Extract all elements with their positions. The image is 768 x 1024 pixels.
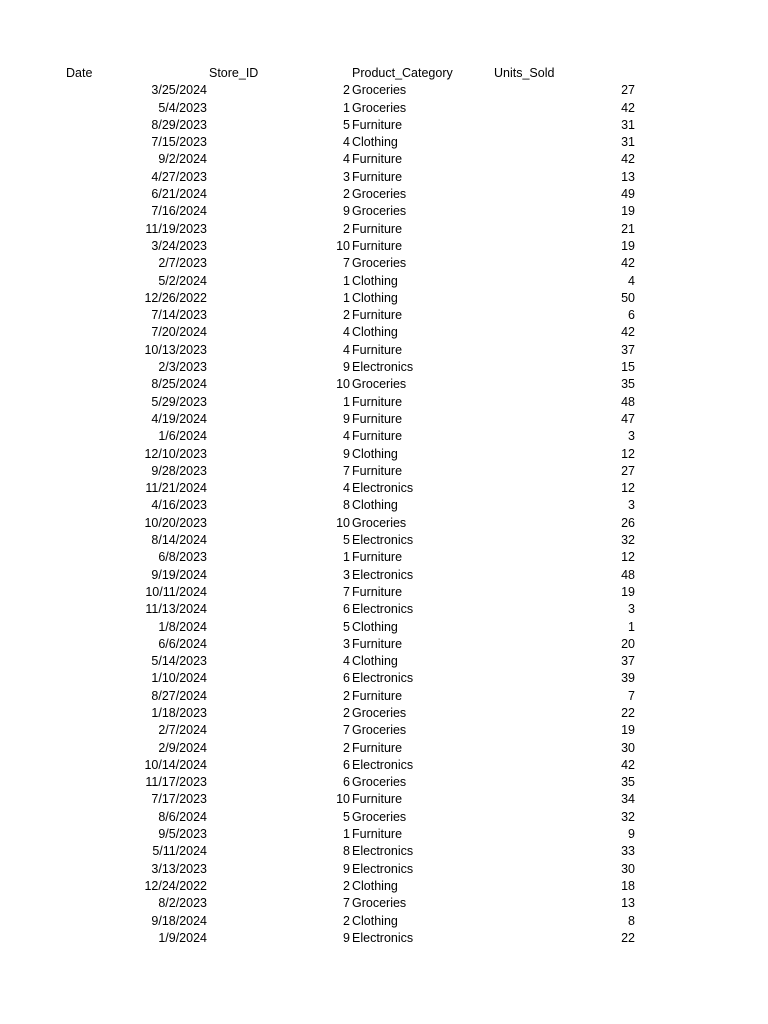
table-row <box>0 186 768 203</box>
cell-product-category: Furniture <box>352 238 403 253</box>
cell-store-id: 2 <box>343 308 350 323</box>
cell-date: 10/20/2023 <box>144 515 207 530</box>
cell-units-sold: 42 <box>621 152 635 167</box>
cell-store-id: 2 <box>343 913 350 928</box>
table-row <box>0 809 768 826</box>
cell-date: 11/21/2024 <box>145 481 207 496</box>
cell-date: 1/18/2023 <box>151 705 207 720</box>
cell-store-id: 1 <box>343 394 350 409</box>
cell-store-id: 10 <box>336 377 350 392</box>
cell-product-category: Groceries <box>352 377 407 392</box>
cell-product-category: Furniture <box>352 342 403 357</box>
table-row <box>0 619 768 636</box>
table-row <box>0 549 768 566</box>
cell-store-id: 8 <box>343 844 350 859</box>
table-row <box>0 324 768 341</box>
cell-store-id: 3 <box>343 169 350 184</box>
cell-store-id: 3 <box>343 567 350 582</box>
cell-store-id: 2 <box>343 878 350 893</box>
cell-product-category: Electronics <box>352 757 414 772</box>
cell-date: 3/25/2024 <box>151 83 207 98</box>
table-row <box>0 722 768 739</box>
cell-units-sold: 34 <box>621 792 635 807</box>
cell-product-category: Groceries <box>352 187 407 202</box>
table-row <box>0 428 768 445</box>
cell-product-category: Groceries <box>352 809 407 824</box>
cell-units-sold: 32 <box>621 809 635 824</box>
cell-units-sold: 13 <box>621 169 635 184</box>
cell-date: 2/3/2023 <box>158 360 207 375</box>
table-row <box>0 221 768 238</box>
cell-units-sold: 27 <box>621 463 635 478</box>
cell-store-id: 5 <box>343 117 350 132</box>
table-row <box>0 515 768 532</box>
cell-product-category: Groceries <box>352 775 407 790</box>
cell-store-id: 7 <box>343 723 350 738</box>
cell-store-id: 6 <box>343 602 350 617</box>
cell-date: 4/27/2023 <box>151 169 207 184</box>
cell-store-id: 6 <box>343 775 350 790</box>
cell-units-sold: 35 <box>621 377 635 392</box>
table-row <box>0 653 768 670</box>
cell-product-category: Electronics <box>352 930 414 945</box>
header-store-id: Store_ID <box>209 66 259 80</box>
cell-store-id: 10 <box>336 792 350 807</box>
cell-store-id: 4 <box>343 429 350 444</box>
cell-units-sold: 30 <box>621 740 635 755</box>
cell-store-id: 2 <box>343 83 350 98</box>
table-row <box>0 670 768 687</box>
cell-date: 5/2/2024 <box>158 273 207 288</box>
cell-product-category: Clothing <box>352 654 398 669</box>
cell-date: 5/11/2024 <box>152 844 207 859</box>
cell-product-category: Furniture <box>352 117 403 132</box>
cell-units-sold: 49 <box>621 187 635 202</box>
cell-units-sold: 6 <box>628 308 635 323</box>
cell-date: 4/19/2024 <box>151 411 207 426</box>
cell-product-category: Clothing <box>352 325 398 340</box>
table-row <box>0 411 768 428</box>
cell-date: 12/24/2022 <box>144 878 207 893</box>
cell-product-category: Electronics <box>352 567 414 582</box>
cell-store-id: 1 <box>343 100 350 115</box>
table-row <box>0 117 768 134</box>
table-row <box>0 394 768 411</box>
cell-store-id: 5 <box>343 619 350 634</box>
table-row <box>0 688 768 705</box>
cell-store-id: 6 <box>343 757 350 772</box>
cell-units-sold: 27 <box>621 83 635 98</box>
cell-date: 12/26/2022 <box>144 290 207 305</box>
cell-units-sold: 22 <box>621 930 635 945</box>
cell-store-id: 9 <box>343 861 350 876</box>
cell-units-sold: 32 <box>621 533 635 548</box>
header-product-category: Product_Category <box>352 66 453 80</box>
cell-units-sold: 26 <box>621 515 635 530</box>
table-row <box>0 497 768 514</box>
table-row <box>0 273 768 290</box>
table-row <box>0 290 768 307</box>
cell-store-id: 1 <box>343 827 350 842</box>
cell-product-category: Groceries <box>352 100 407 115</box>
table-row <box>0 878 768 895</box>
cell-units-sold: 42 <box>621 757 635 772</box>
cell-store-id: 9 <box>343 411 350 426</box>
cell-product-category: Electronics <box>352 861 414 876</box>
table-row <box>0 584 768 601</box>
cell-units-sold: 4 <box>628 273 635 288</box>
table-row <box>0 757 768 774</box>
cell-date: 8/6/2024 <box>158 809 207 824</box>
cell-product-category: Groceries <box>352 705 407 720</box>
cell-date: 9/28/2023 <box>151 463 207 478</box>
table-row <box>0 376 768 393</box>
cell-date: 3/24/2023 <box>151 238 207 253</box>
table-row <box>0 307 768 324</box>
table-row <box>0 705 768 722</box>
cell-date: 5/29/2023 <box>151 394 207 409</box>
cell-product-category: Electronics <box>352 844 414 859</box>
cell-product-category: Groceries <box>352 256 407 271</box>
header-units-sold: Units_Sold <box>494 66 555 80</box>
cell-units-sold: 30 <box>621 861 635 876</box>
cell-product-category: Clothing <box>352 913 398 928</box>
cell-date: 6/6/2024 <box>158 636 207 651</box>
cell-store-id: 9 <box>343 204 350 219</box>
table-row <box>0 134 768 151</box>
cell-product-category: Clothing <box>352 135 398 150</box>
cell-store-id: 4 <box>343 135 350 150</box>
table-row <box>0 151 768 168</box>
cell-units-sold: 19 <box>621 584 635 599</box>
cell-date: 11/17/2023 <box>145 775 207 790</box>
cell-date: 9/5/2023 <box>158 827 207 842</box>
cell-product-category: Furniture <box>352 394 403 409</box>
cell-store-id: 1 <box>343 290 350 305</box>
cell-product-category: Furniture <box>352 463 403 478</box>
cell-units-sold: 42 <box>621 256 635 271</box>
cell-units-sold: 13 <box>621 896 635 911</box>
table-row <box>0 480 768 497</box>
cell-date: 8/25/2024 <box>151 377 207 392</box>
cell-units-sold: 15 <box>621 360 635 375</box>
cell-product-category: Electronics <box>352 602 414 617</box>
cell-units-sold: 42 <box>621 100 635 115</box>
table-row <box>0 826 768 843</box>
cell-store-id: 7 <box>343 896 350 911</box>
table-row <box>0 255 768 272</box>
table-row <box>0 740 768 757</box>
cell-date: 11/19/2023 <box>145 221 207 236</box>
cell-date: 9/2/2024 <box>158 152 207 167</box>
table-row <box>0 203 768 220</box>
cell-date: 9/18/2024 <box>151 913 207 928</box>
cell-date: 7/17/2023 <box>151 792 207 807</box>
cell-product-category: Clothing <box>352 619 398 634</box>
cell-product-category: Electronics <box>352 481 414 496</box>
cell-units-sold: 31 <box>621 135 635 150</box>
cell-units-sold: 1 <box>628 619 635 634</box>
cell-product-category: Furniture <box>352 152 403 167</box>
cell-store-id: 3 <box>343 636 350 651</box>
cell-date: 2/9/2024 <box>158 740 207 755</box>
cell-product-category: Clothing <box>352 498 398 513</box>
cell-store-id: 2 <box>343 221 350 236</box>
cell-units-sold: 9 <box>628 827 635 842</box>
cell-date: 6/8/2023 <box>158 550 207 565</box>
cell-units-sold: 35 <box>621 775 635 790</box>
cell-product-category: Furniture <box>352 827 403 842</box>
cell-date: 10/13/2023 <box>144 342 207 357</box>
cell-units-sold: 42 <box>621 325 635 340</box>
data-sheet <box>0 65 768 947</box>
cell-store-id: 4 <box>343 481 350 496</box>
table-row <box>0 861 768 878</box>
cell-date: 11/13/2024 <box>145 602 207 617</box>
table-row <box>0 930 768 947</box>
cell-units-sold: 12 <box>621 481 635 496</box>
cell-date: 9/19/2024 <box>151 567 207 582</box>
cell-store-id: 8 <box>343 498 350 513</box>
cell-units-sold: 47 <box>621 411 635 426</box>
table-row <box>0 601 768 618</box>
cell-product-category: Groceries <box>352 83 407 98</box>
cell-units-sold: 12 <box>621 446 635 461</box>
cell-units-sold: 48 <box>621 567 635 582</box>
cell-date: 10/14/2024 <box>144 757 207 772</box>
cell-product-category: Furniture <box>352 688 403 703</box>
cell-units-sold: 37 <box>621 342 635 357</box>
cell-store-id: 9 <box>343 446 350 461</box>
cell-store-id: 7 <box>343 584 350 599</box>
cell-product-category: Furniture <box>352 221 403 236</box>
cell-date: 5/14/2023 <box>151 654 207 669</box>
cell-store-id: 4 <box>343 325 350 340</box>
cell-date: 1/10/2024 <box>151 671 207 686</box>
cell-units-sold: 37 <box>621 654 635 669</box>
cell-units-sold: 3 <box>628 429 635 444</box>
cell-units-sold: 33 <box>621 844 635 859</box>
table-row <box>0 636 768 653</box>
cell-product-category: Electronics <box>352 533 414 548</box>
header-date: Date <box>66 66 93 80</box>
cell-date: 2/7/2024 <box>158 723 207 738</box>
cell-product-category: Furniture <box>352 550 403 565</box>
table-row <box>0 100 768 117</box>
cell-product-category: Clothing <box>352 446 398 461</box>
cell-units-sold: 48 <box>621 394 635 409</box>
cell-product-category: Groceries <box>352 515 407 530</box>
cell-store-id: 4 <box>343 654 350 669</box>
cell-date: 8/2/2023 <box>158 896 207 911</box>
cell-store-id: 9 <box>343 360 350 375</box>
cell-units-sold: 19 <box>621 238 635 253</box>
cell-date: 3/13/2023 <box>151 861 207 876</box>
cell-units-sold: 31 <box>621 117 635 132</box>
cell-units-sold: 20 <box>621 636 635 651</box>
table-row <box>0 342 768 359</box>
table-row <box>0 82 768 99</box>
cell-date: 5/4/2023 <box>158 100 207 115</box>
cell-date: 1/6/2024 <box>158 429 207 444</box>
cell-store-id: 7 <box>343 463 350 478</box>
cell-date: 7/16/2024 <box>151 204 207 219</box>
cell-date: 1/8/2024 <box>158 619 207 634</box>
cell-units-sold: 18 <box>621 878 635 893</box>
table-row <box>0 532 768 549</box>
cell-store-id: 5 <box>343 533 350 548</box>
cell-date: 8/14/2024 <box>151 533 207 548</box>
cell-date: 6/21/2024 <box>151 187 207 202</box>
cell-store-id: 10 <box>336 238 350 253</box>
cell-store-id: 9 <box>343 930 350 945</box>
cell-product-category: Furniture <box>352 636 403 651</box>
cell-product-category: Furniture <box>352 308 403 323</box>
cell-product-category: Clothing <box>352 878 398 893</box>
cell-units-sold: 8 <box>628 913 635 928</box>
cell-product-category: Furniture <box>352 411 403 426</box>
cell-units-sold: 12 <box>621 550 635 565</box>
cell-product-category: Groceries <box>352 204 407 219</box>
cell-units-sold: 22 <box>621 705 635 720</box>
cell-units-sold: 19 <box>621 723 635 738</box>
table-row <box>0 463 768 480</box>
cell-date: 8/29/2023 <box>151 117 207 132</box>
table-body <box>0 82 768 947</box>
cell-date: 7/14/2023 <box>151 308 207 323</box>
cell-product-category: Furniture <box>352 429 403 444</box>
cell-date: 7/15/2023 <box>151 135 207 150</box>
cell-store-id: 10 <box>336 515 350 530</box>
cell-units-sold: 3 <box>628 602 635 617</box>
cell-product-category: Clothing <box>352 290 398 305</box>
cell-product-category: Electronics <box>352 360 414 375</box>
cell-units-sold: 50 <box>621 290 635 305</box>
cell-store-id: 6 <box>343 671 350 686</box>
cell-store-id: 1 <box>343 550 350 565</box>
cell-units-sold: 3 <box>628 498 635 513</box>
cell-product-category: Furniture <box>352 792 403 807</box>
cell-store-id: 7 <box>343 256 350 271</box>
cell-date: 7/20/2024 <box>151 325 207 340</box>
cell-product-category: Groceries <box>352 896 407 911</box>
table-row <box>0 913 768 930</box>
cell-units-sold: 7 <box>628 688 635 703</box>
cell-product-category: Furniture <box>352 740 403 755</box>
cell-product-category: Furniture <box>352 169 403 184</box>
cell-store-id: 2 <box>343 688 350 703</box>
table-row <box>0 774 768 791</box>
cell-product-category: Electronics <box>352 671 414 686</box>
table-row <box>0 238 768 255</box>
table-row <box>0 843 768 860</box>
table-row <box>0 169 768 186</box>
cell-store-id: 4 <box>343 342 350 357</box>
cell-units-sold: 21 <box>621 221 635 236</box>
cell-date: 4/16/2023 <box>151 498 207 513</box>
cell-product-category: Clothing <box>352 273 398 288</box>
table-row <box>0 446 768 463</box>
cell-store-id: 5 <box>343 809 350 824</box>
cell-date: 1/9/2024 <box>158 930 207 945</box>
cell-date: 2/7/2023 <box>158 256 207 271</box>
cell-units-sold: 39 <box>621 671 635 686</box>
cell-date: 8/27/2024 <box>151 688 207 703</box>
cell-product-category: Furniture <box>352 584 403 599</box>
cell-store-id: 1 <box>343 273 350 288</box>
cell-store-id: 2 <box>343 740 350 755</box>
cell-date: 12/10/2023 <box>144 446 207 461</box>
cell-product-category: Groceries <box>352 723 407 738</box>
table-row <box>0 567 768 584</box>
table-row <box>0 895 768 912</box>
table-row <box>0 359 768 376</box>
cell-units-sold: 19 <box>621 204 635 219</box>
cell-store-id: 4 <box>343 152 350 167</box>
header-row <box>0 65 768 82</box>
cell-store-id: 2 <box>343 705 350 720</box>
table-row <box>0 791 768 808</box>
cell-store-id: 2 <box>343 187 350 202</box>
cell-date: 10/11/2024 <box>145 584 207 599</box>
